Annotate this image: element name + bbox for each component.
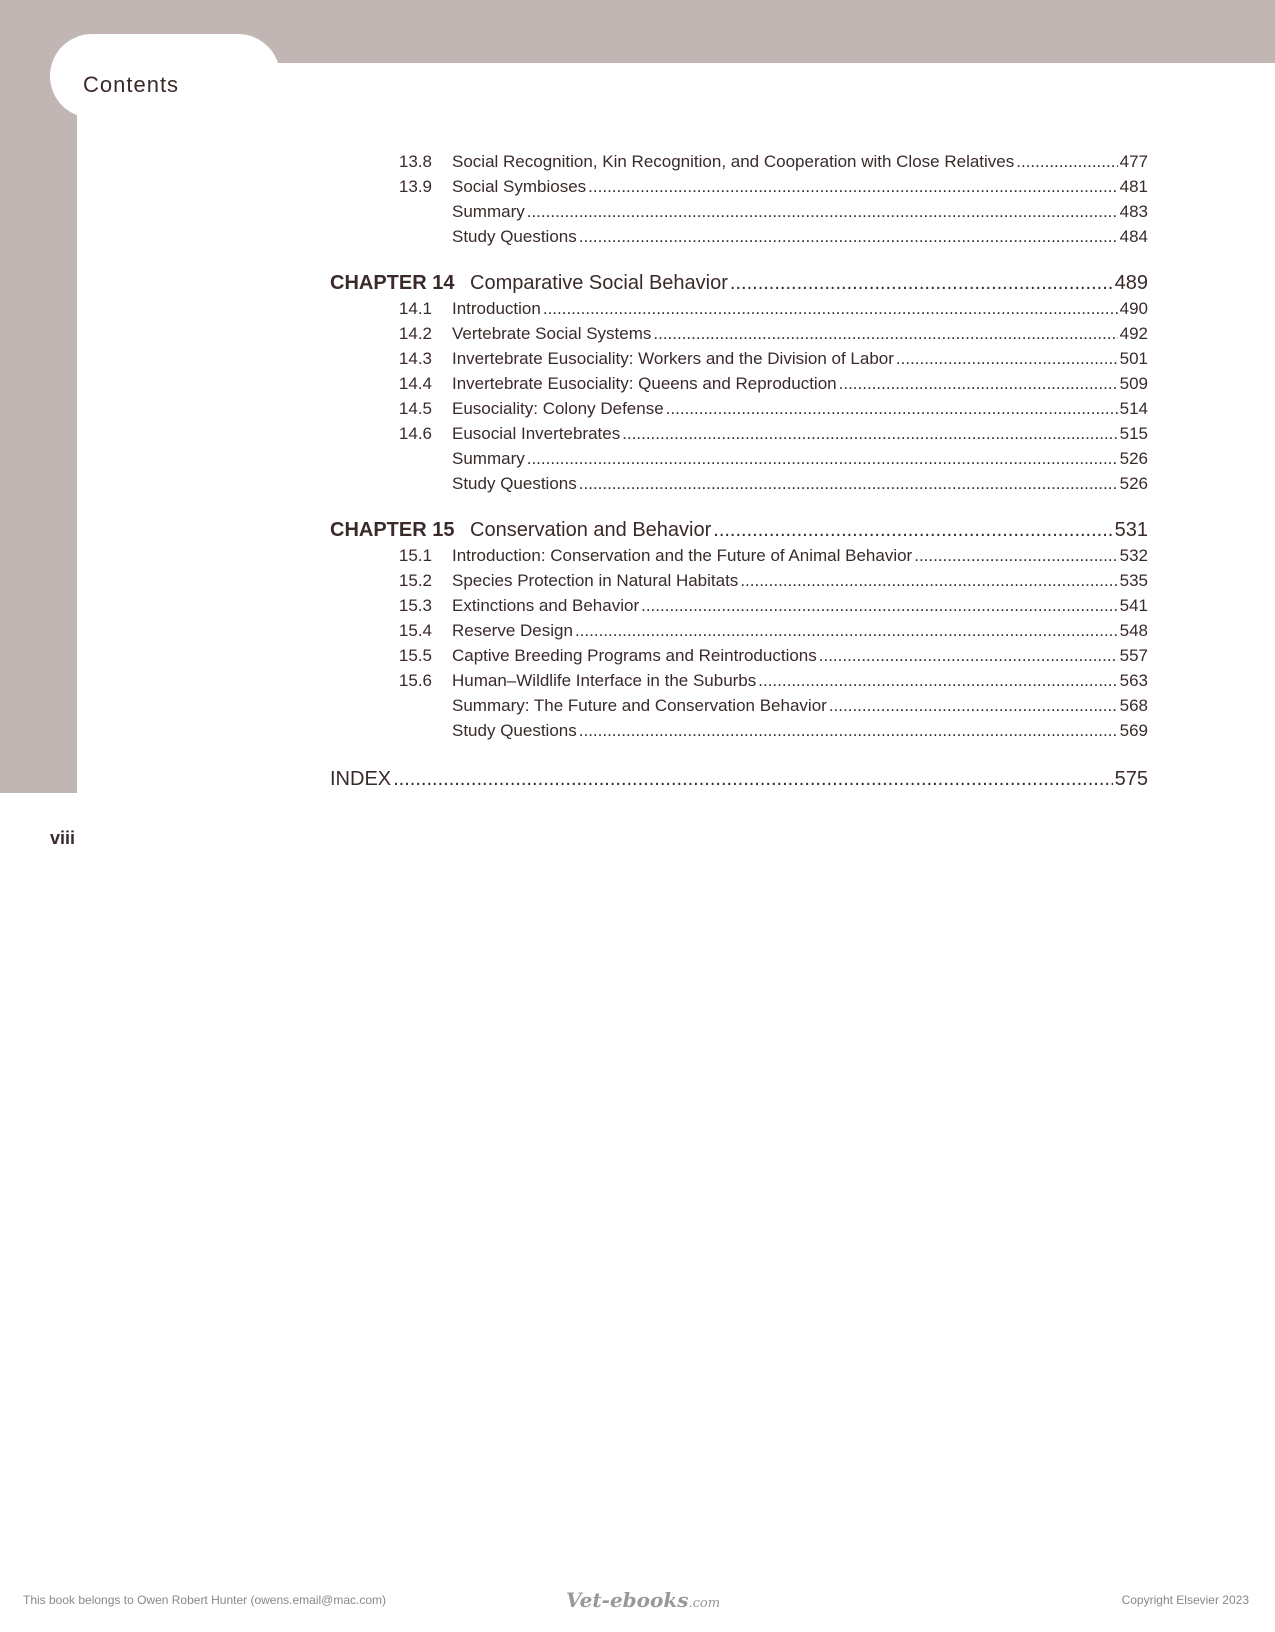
toc-entry-title: Social Symbioses [452,177,587,196]
toc-entry-title: Vertebrate Social Systems [452,324,652,343]
toc-entry[interactable] [330,177,1148,202]
toc-entry-page: 514 [1119,399,1148,418]
toc-entry-page: 557 [1119,646,1148,665]
toc-leader-dots [622,424,1117,444]
toc-leader-dots [839,374,1118,394]
toc-entry-page: 575 [1114,768,1148,790]
toc-entry-page: 509 [1119,374,1148,393]
toc-entry[interactable] [330,696,1148,721]
toc-entry-title: Introduction: Conservation and the Future of Animal Behavior [452,546,913,565]
toc-leader-dots [527,449,1118,469]
toc-entry-number: 14.5 [398,399,432,418]
toc-entry-page: 477 [1119,152,1148,171]
footer-logo-text: Vet-ebooks [566,1588,689,1612]
toc-entry-page: 515 [1119,424,1148,443]
toc-entry-title: Summary [452,202,525,221]
toc-entry-page: 563 [1119,671,1148,690]
toc-entry-page: 481 [1119,177,1148,196]
toc-entry-title: Study Questions [452,474,577,493]
toc-entry-title: Study Questions [452,227,577,246]
toc-entry[interactable] [330,546,1148,571]
toc-entry-page: 526 [1119,474,1148,493]
toc-entry-title: Introduction [452,299,541,318]
toc-entry-title: Summary: The Future and Conservation Behavior [452,696,827,715]
toc-entry[interactable] [330,449,1148,474]
toc-entry-title: Captive Breeding Programs and Reintroductions [452,646,817,665]
toc-entry-title: Study Questions [452,721,577,740]
toc-chapter-label: CHAPTER 15 [330,519,455,541]
toc-entry-page: 526 [1119,449,1148,468]
toc-leader-dots [579,721,1118,741]
toc-entry-number: 15.1 [398,546,432,565]
table-of-contents [330,152,1148,795]
toc-entry-number: 13.9 [398,177,432,196]
toc-index-entry[interactable] [330,768,1148,795]
toc-entry[interactable] [330,349,1148,374]
toc-entry-page: 531 [1114,519,1148,541]
toc-entry[interactable] [330,202,1148,227]
page-number: viii [50,828,76,848]
toc-leader-dots [713,519,1112,542]
toc-leader-dots [740,571,1117,591]
toc-entry-page: 541 [1119,596,1148,615]
toc-entry-number: 15.6 [398,671,432,690]
side-band [0,0,77,793]
toc-entry-title: Extinctions and Behavior [452,596,640,615]
toc-entry-page: 501 [1119,349,1148,368]
toc-entry-number: 14.1 [398,299,432,318]
toc-entry-title: Species Protection in Natural Habitats [452,571,739,590]
toc-entry-page: 484 [1119,227,1148,246]
toc-entry[interactable] [330,671,1148,696]
toc-entry-title: Invertebrate Eusociality: Workers and the Division of Labor [452,349,894,368]
toc-entry-title: Social Recognition, Kin Recognition, and Cooperation with Close Relatives [452,152,1015,171]
toc-entry[interactable] [330,721,1148,746]
toc-entry[interactable] [330,474,1148,499]
toc-entry-number: 15.3 [398,596,432,615]
footer-owner-note: This book belongs to Owen Robert Hunter (owens.email@mac.com) [23,1593,386,1607]
toc-entry-page: 492 [1119,324,1148,343]
toc-leader-dots [575,621,1118,641]
toc-entry[interactable] [330,596,1148,621]
toc-entry-page: 548 [1119,621,1148,640]
toc-leader-dots [896,349,1118,369]
toc-entry-title: Eusociality: Colony Defense [452,399,664,418]
toc-entry-number: 14.4 [398,374,432,393]
toc-leader-dots [393,768,1113,791]
toc-leader-dots [819,646,1118,666]
toc-leader-dots [543,299,1118,319]
toc-entry-number: 14.3 [398,349,432,368]
toc-chapter-entry[interactable] [330,272,1148,299]
toc-leader-dots [914,546,1117,566]
toc-entry-title: Conservation and Behavior [470,519,712,541]
toc-leader-dots [730,272,1113,295]
toc-entry-title: Comparative Social Behavior [470,272,728,294]
toc-entry[interactable] [330,374,1148,399]
toc-entry[interactable] [330,571,1148,596]
toc-entry-page: 483 [1119,202,1148,221]
toc-entry-number: 13.8 [398,152,432,171]
toc-entry-title: Summary [452,449,525,468]
toc-entry-page: 568 [1119,696,1148,715]
toc-entry[interactable] [330,646,1148,671]
footer-logo [566,1588,720,1612]
footer-copyright: Copyright Elsevier 2023 [1121,1593,1249,1607]
toc-entry-page: 569 [1119,721,1148,740]
toc-leader-dots [653,324,1117,344]
toc-leader-dots [579,474,1118,494]
toc-leader-dots [588,177,1117,197]
toc-entry[interactable] [330,324,1148,349]
toc-entry-page: 535 [1119,571,1148,590]
toc-entry-number: 15.2 [398,571,432,590]
toc-entry-title: INDEX [330,768,392,790]
toc-entry-page: 490 [1119,299,1148,318]
toc-entry-number: 14.6 [398,424,432,443]
toc-entry-number: 14.2 [398,324,432,343]
toc-entry[interactable] [330,399,1148,424]
toc-entry[interactable] [330,621,1148,646]
toc-leader-dots [641,596,1118,616]
toc-leader-dots [579,227,1118,247]
toc-entry-title: Human–Wildlife Interface in the Suburbs [452,671,757,690]
toc-entry[interactable] [330,152,1148,177]
toc-entry-number: 15.4 [398,621,432,640]
toc-entry[interactable] [330,424,1148,449]
toc-entry-page: 532 [1119,546,1148,565]
toc-entry[interactable] [330,227,1148,252]
toc-entry-page: 489 [1114,272,1148,294]
toc-chapter-entry[interactable] [330,519,1148,546]
page-title: Contents [83,72,180,97]
toc-leader-dots [666,399,1118,419]
toc-leader-dots [527,202,1118,222]
toc-chapter-label: CHAPTER 14 [330,272,455,294]
footer-logo-suffix: .com [688,1596,721,1611]
toc-entry[interactable] [330,299,1148,324]
toc-entry-title: Invertebrate Eusociality: Queens and Reproduction [452,374,837,393]
toc-entry-title: Reserve Design [452,621,573,640]
toc-leader-dots [1016,152,1117,172]
toc-entry-title: Eusocial Invertebrates [452,424,621,443]
toc-leader-dots [758,671,1117,691]
toc-leader-dots [829,696,1118,716]
toc-entry-number: 15.5 [398,646,432,665]
